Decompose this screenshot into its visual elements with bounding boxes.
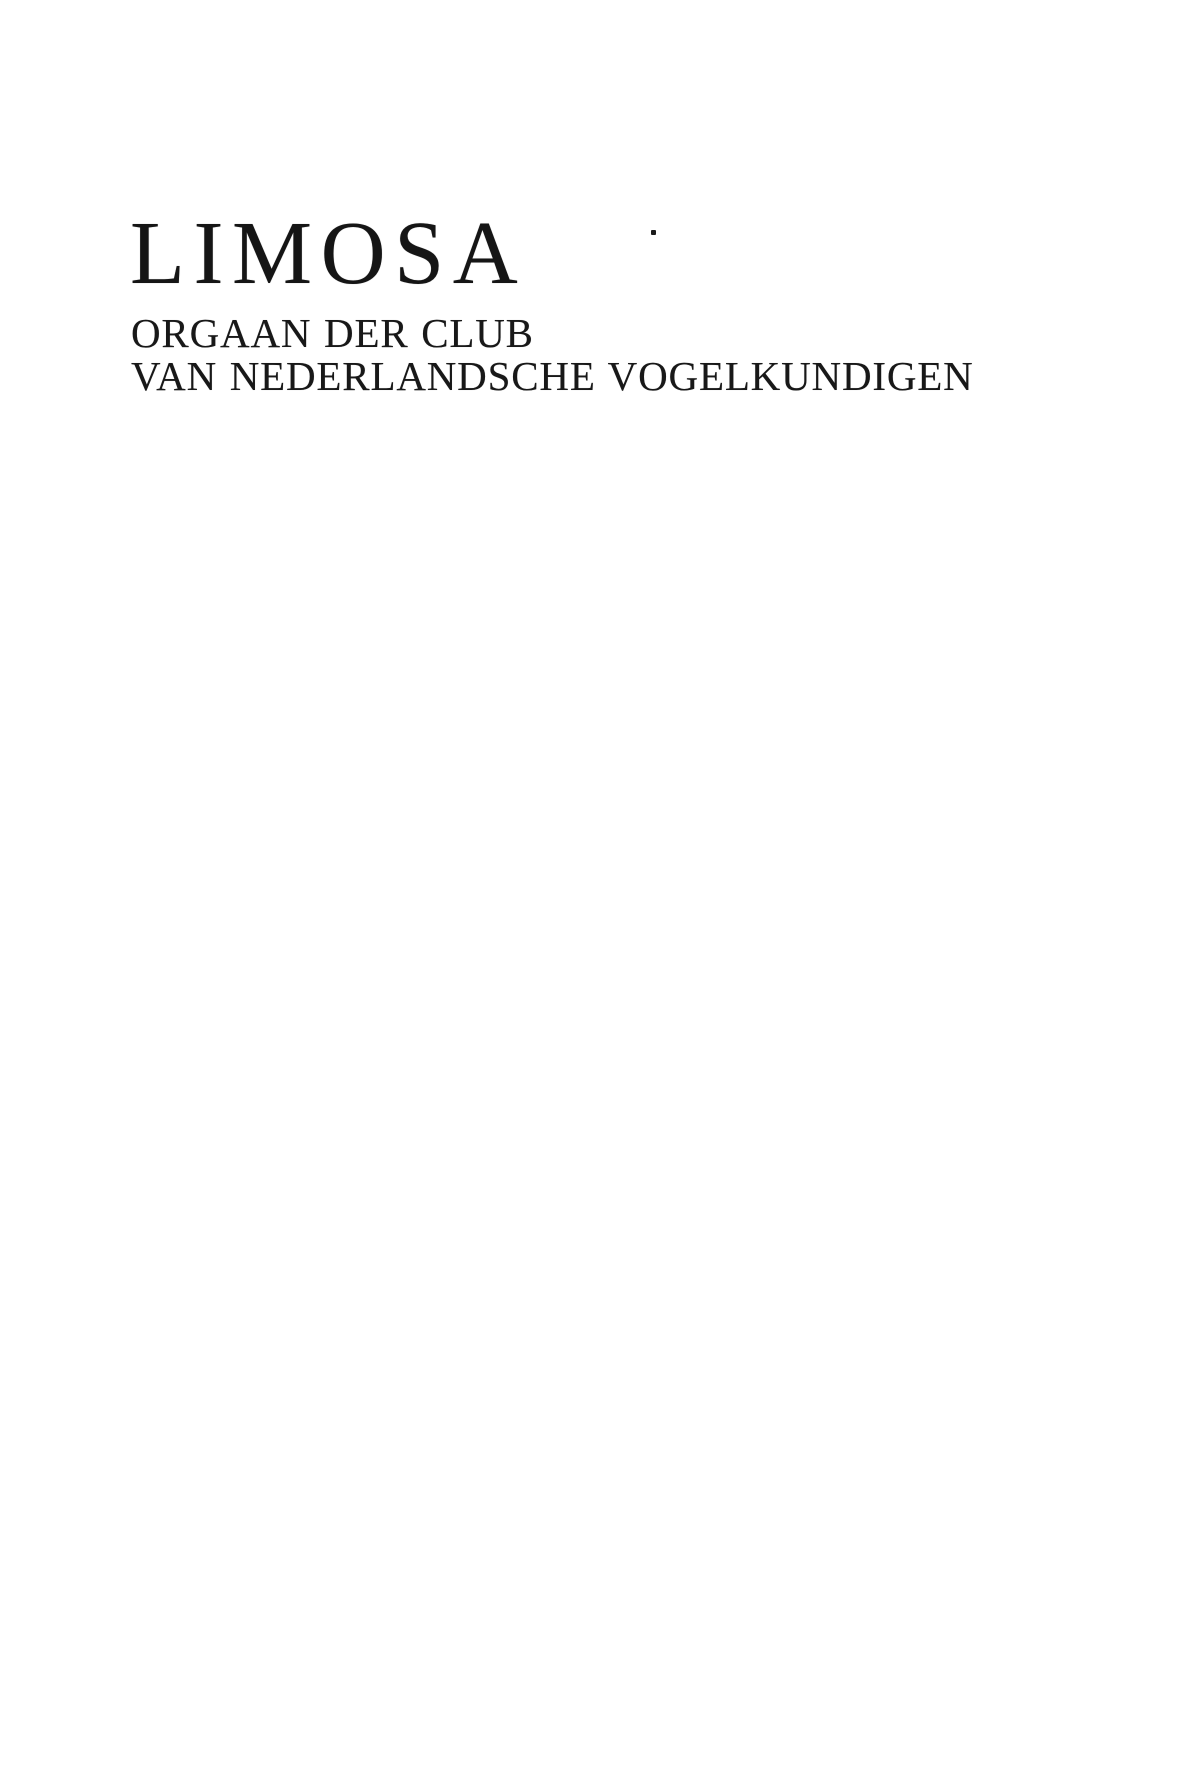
masthead-title: LIMOSA xyxy=(130,204,527,303)
subtitle-line-2: VAN NEDERLANDSCHE VOGELKUNDIGEN xyxy=(131,353,974,399)
subtitle-line-1: ORGAAN DER CLUB xyxy=(131,310,534,356)
ink-speck xyxy=(651,230,656,235)
